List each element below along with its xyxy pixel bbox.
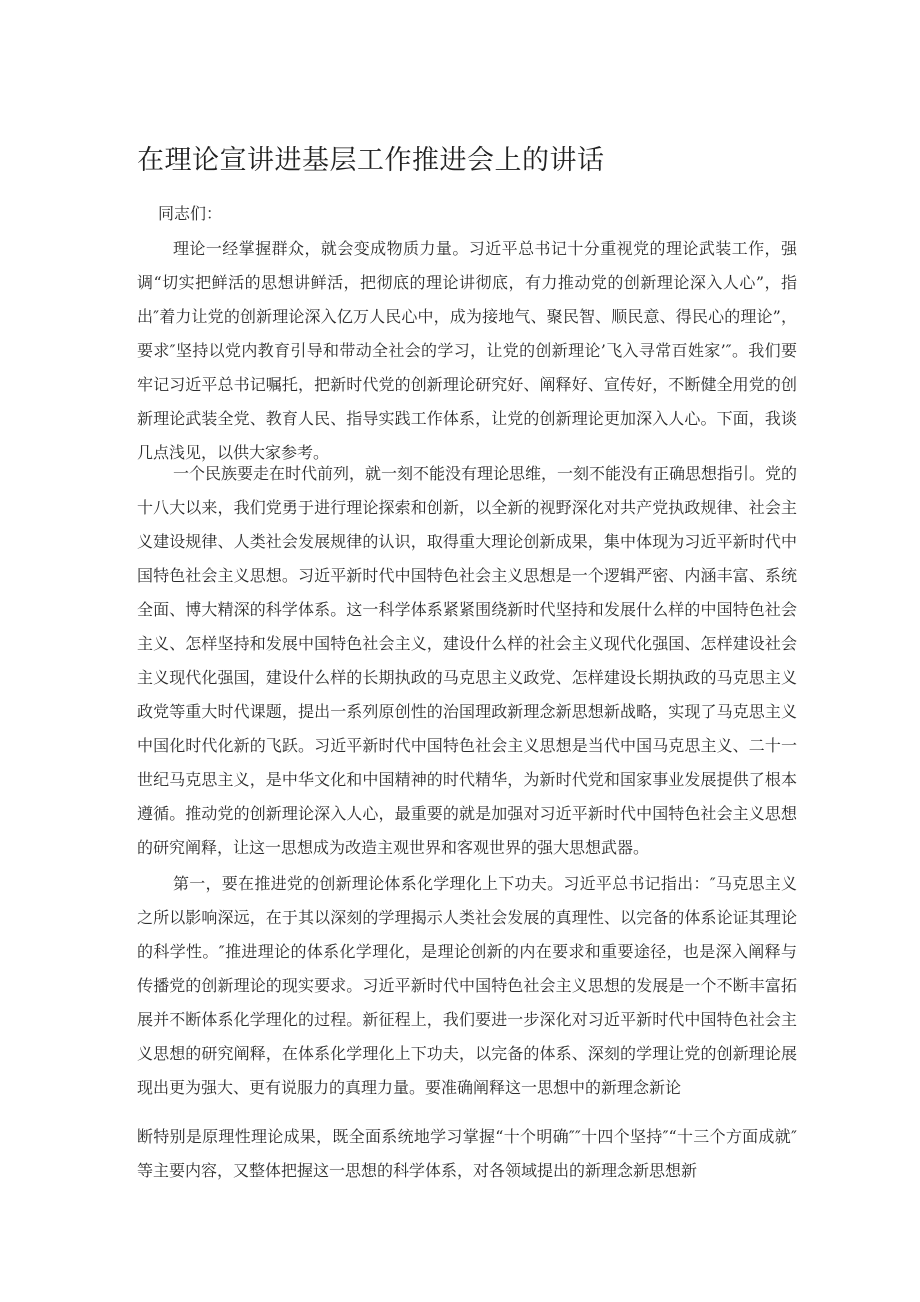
document-title: 在理论宣讲进基层工作推进会上的讲话	[137, 145, 605, 176]
paragraph-first-point: 第一，要在推进党的创新理论体系化学理化上下功夫。习近平总书记指出：″马克思主义之所以影响深远，在于其以深刻的学理揭示人类社会发展的真理性、以完备的体系论证其理论的科学性。″推进理论的体系化学理化，是理论创新的内在要求和重要途径，也是深入阐释与传播党的创新理论的现实要求。习近平新时代中国特色社会主义思想的发展是一个不断丰富拓展并不断体系化学理化的过程。新征程上，我们要进一步深化对习近平新时代中国特色社会主义思想的研究阐释，在体系化学理化上下功夫，以完备的体系、深刻的学理让党的创新理论展现出更为强大、更有说服力的真理力量。要准确阐释这一思想中的新理念新论	[137, 874, 797, 1097]
paragraph-theory: 一个民族要走在时代前列，就一刻不能没有理论思维，一刻不能没有正确思想指引。党的十八大以来，我们党勇于进行理论探索和创新，以全新的视野深化对共产党执政规律、社会主义建设规律、人类社会发展规律的认识，取得重大理论创新成果，集中体现为习近平新时代中国特色社会主义思想。习近平新时代中国特色社会主义思想是一个逻辑严密、内涵丰富、系统全面、博大精深的科学体系。这一科学体系紧紧围绕新时代坚持和发展什么样的中国特色社会主义、怎样坚持和发展中国特色社会主义，建设什么样的社会主义现代化强国、怎样建设社会主义现代化强国，建设什么样的长期执政的马克思主义政党、怎样建设长期执政的马克思主义政党等重大时代课题，提出一系列原创性的治国理政新理念新思想新战略，实现了马克思主义中国化时代化新的飞跃。习近平新时代中国特色社会主义思想是当代中国马克思主义、二十一世纪马克思主义，是中华文化和中国精神的时代精华，为新时代党和国家事业发展提供了根本遵循。推动党的创新理论深入人心，最重要的就是加强对习近平新时代中国特色社会主义思想的研究阐释，让这一思想成为改造主观世界和客观世界的强大思想武器。	[137, 464, 798, 857]
salutation: 同志们：	[158, 204, 223, 223]
paragraph-continuation: 断特别是原理性理论成果，既全面系统地学习掌握“十个明确″″十四个坚持″“十三个方面成就″等主要内容，又整体把握这一思想的科学体系，对各领域提出的新理念新思想新	[137, 1127, 797, 1180]
paragraph-intro: 理论一经掌握群众，就会变成物质力量。习近平总书记十分重视党的理论武装工作，强调“切实把鲜活的思想讲鲜活，把彻底的理论讲彻底，有力推动党的创新理论深入人心”，指出″着力让党的创新理论深入亿万人民心中，成为接地气、聚民智、顺民意、得民心的理论”，要求″坚持以党内教育引导和带动全社会的学习，让党的创新理论’飞入寻常百姓家’″。我们要牢记习近平总书记嘱托，把新时代党的创新理论研究好、阐释好、宣传好，不断健全用党的创新理论武装全党、教育人民、指导实践工作体系，让党的创新理论更加深入人心。下面，我谈几点浅见，以供大家参考。	[137, 239, 797, 462]
